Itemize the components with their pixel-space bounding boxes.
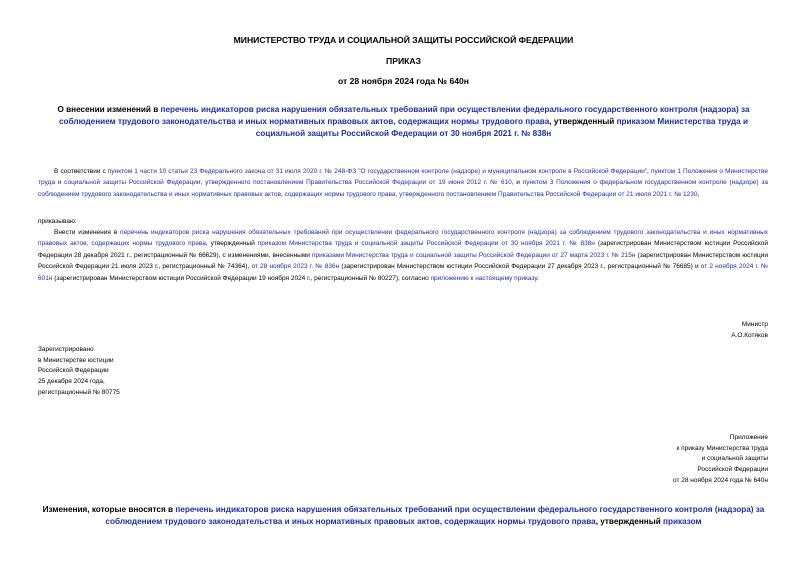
orders-word: приказываю: [38, 218, 77, 225]
appendix-ref-line: от 28 ноября 2024 года № 640н [673, 476, 768, 484]
order-link-list[interactable]: перечень индикаторов риска нарушения обязательных требований при осуществлении федерального государственного контроля (надзора) за соблюдением трудового законодательства и иных нормативных правовых актов, содержащих нормы трудового права [38, 229, 768, 248]
signature-block [600, 320, 768, 341]
order-text-1: Внести изменения в [54, 229, 121, 236]
order-link-838n[interactable]: приказом Министерства труда и социальной защиты Российской Федерации от 30 ноября 2021 г. № 838н [257, 240, 595, 248]
title-link-order[interactable]: приказом Министерства труда и социальной защиты Российской Федерации от 30 ноября 2021 г. № 838н [255, 117, 749, 138]
registration-line: Зарегистрировано [38, 346, 94, 353]
appendix-title-link-list[interactable]: перечень индикаторов риска нарушения обязательных требований при осуществлении федерального государственного контроля (надзора) за соблюдением трудового законодательства и иных нормативных правовых актов, содержащих нормы трудового права [105, 505, 765, 526]
order-text-7: . [537, 274, 539, 282]
order-text-6: (зарегистрирован Министерством юстиции Российской Федерации 19 ноября 2024 г., регистрационный № 80227), согласно [52, 274, 431, 282]
ministry-heading: МИНИСТЕРСТВО ТРУДА И СОЦИАЛЬНОЙ ЗАЩИТЫ РОССИЙСКОЙ ФЕДЕРАЦИИ [233, 35, 574, 45]
appendix-title-link-order[interactable]: приказом [663, 517, 702, 526]
appendix-title-middle: , утвержденный [595, 517, 664, 526]
registration-line: регистрационный № 80775 [38, 388, 120, 396]
registration-line: в Министерстве юстиции [38, 356, 114, 364]
registration-block [38, 345, 120, 399]
basis-link-law[interactable]: пунктом 1 части 10 статьи 23 Федерального закона от 31 июля 2020 г. № 248-ФЗ "О государственном контроле (надзоре) и муниципальном контроле в Российской Федерации" [107, 168, 648, 175]
registration-line: Российской Федерации [38, 367, 109, 375]
appendix-ref-line: Приложение [729, 434, 768, 441]
title-prefix: О внесении изменений в [57, 105, 161, 114]
basis-text-1: В соответствии с [54, 168, 108, 175]
order-text-3: (зарегистрирован Министерством юстиции Российской Федерации 28 декабря 2021 г., регистрационный № 66629), с изменениями, внесенными [38, 240, 769, 259]
appendix-ref-line: и социальной защиты [701, 455, 768, 463]
basis-link-control-regulation[interactable]: пунктом 3 Положения о федеральном государственном контроле (надзоре) за соблюдением трудового законодательства и иных нормативных правовых актов, содержащих нормы трудового права, утвержденного постановлением Правительства Российской Федерации от 21 июля 2021 г. № 1230 [38, 179, 768, 198]
date-number: от 28 ноября 2024 года № 640н [338, 76, 469, 86]
order-link-601n[interactable]: от 2 ноября 2024 г. № 601н [38, 263, 768, 282]
appendix-ref-line: Российской Федерации [697, 466, 768, 474]
appendix-title [26, 504, 781, 528]
order-text-2: , утвержденный [205, 240, 258, 248]
order-link-appendix[interactable]: приложению к настоящему приказу [430, 274, 537, 282]
basis-link-regulation[interactable]: пунктом 1 Положения о Министерстве труда и социальной защиты Российской Федерации, утвержденного постановлением Правительства Российской Федерации от 19 июня 2012 г. № 610 [38, 168, 768, 187]
basis-text-3: , и [511, 179, 523, 187]
appendix-title-prefix: Изменения, которые вносятся в [42, 505, 176, 514]
appendix-ref-line: к приказу Министерства труда [676, 444, 768, 452]
signature-name: А.О.Котяков [731, 331, 768, 339]
appendix-reference [560, 433, 768, 487]
document-title [36, 104, 771, 140]
signature-position: Министр [741, 321, 768, 328]
registration-line: 25 декабря 2024 года, [38, 378, 105, 386]
title-link-list[interactable]: перечень индикаторов риска нарушения обязательных требований при осуществлении федерального государственного контроля (надзора) за соблюдением трудового законодательства и иных нормативных правовых актов, содержащих нормы трудового права [58, 105, 750, 126]
basis-text-2: , [647, 168, 651, 175]
order-link-836n[interactable]: от 28 ноября 2023 г. № 836н [251, 263, 340, 271]
order-text-4: (зарегистрирован Министерством юстиции Российской Федерации 21 июля 2023 г., регистрационный № 74364), [38, 251, 768, 271]
basis-text-4: , [697, 190, 700, 198]
order-text-5: (зарегистрирован Министерством юстиции Российской Федерации 27 декабря 2023 г., регистрационный № 76685) и [339, 263, 701, 271]
order-link-215n[interactable]: приказами Министерства труда и социальной защиты Российской Федерации от 27 марта 2023 г. № 215н [311, 251, 636, 259]
order-paragraph [38, 227, 768, 284]
basis-paragraph [38, 166, 768, 200]
doc-type: ПРИКАЗ [386, 56, 421, 66]
title-middle: , утвержденный [549, 117, 617, 126]
